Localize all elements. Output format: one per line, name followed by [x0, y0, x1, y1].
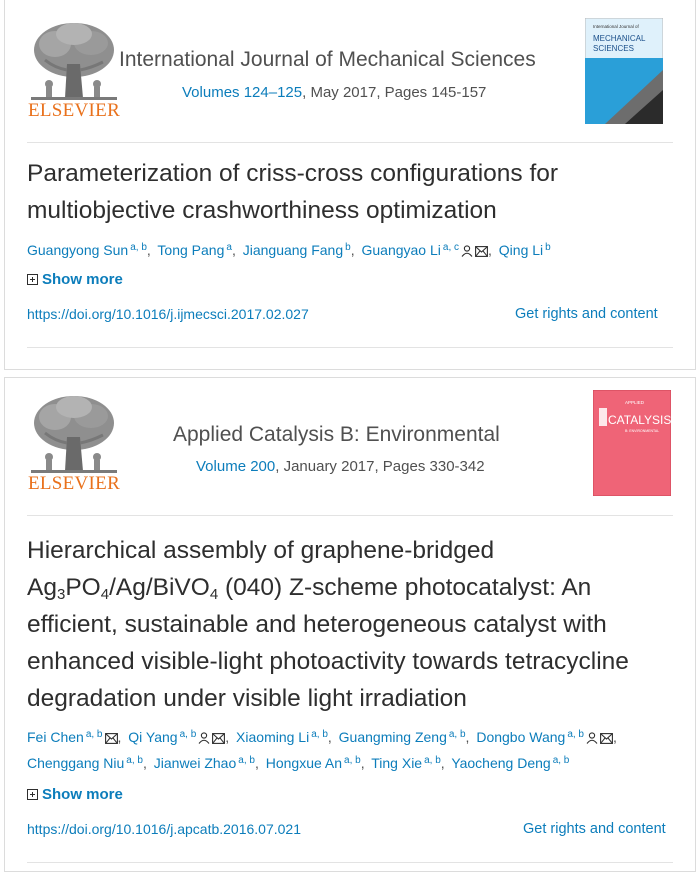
- author-separator: ,: [350, 242, 355, 258]
- elsevier-wordmark: ELSEVIER: [27, 100, 121, 121]
- affiliation-marker: a, b: [311, 729, 328, 740]
- title-subscript: 4: [100, 586, 110, 603]
- author-separator: ,: [613, 729, 617, 745]
- issue-info: , January 2017, Pages 330-342: [275, 458, 485, 475]
- mail-icon[interactable]: [600, 733, 613, 744]
- author-link[interactable]: [27, 242, 147, 258]
- author-name: Dongbo Wang: [476, 729, 566, 745]
- issue-info: , May 2017, Pages 145-157: [302, 84, 487, 101]
- author-link[interactable]: [154, 755, 255, 771]
- title-subscript: 3: [56, 586, 66, 603]
- elsevier-tree-icon: [25, 393, 123, 475]
- author-list: [27, 236, 677, 262]
- affiliation-marker: a, b: [238, 755, 255, 766]
- journal-cover-image[interactable]: [593, 390, 671, 496]
- author-name: Jianwei Zhao: [153, 755, 237, 771]
- cover-line-2: CATALYSIS: [608, 413, 671, 427]
- article-title: [27, 532, 677, 717]
- author-separator: ,: [231, 242, 236, 258]
- author-link[interactable]: [339, 729, 466, 745]
- affiliation-marker: a, b: [179, 729, 197, 740]
- mail-icon[interactable]: [475, 246, 488, 257]
- author-name: Xiaoming Li: [236, 729, 310, 745]
- author-link[interactable]: [243, 242, 351, 258]
- divider: [27, 347, 673, 348]
- affiliation-marker: b: [545, 242, 551, 253]
- affiliation-marker: a, b: [344, 755, 361, 766]
- author-link[interactable]: [499, 242, 551, 258]
- affiliation-marker: a, c: [442, 242, 460, 253]
- get-rights-link[interactable]: Get rights and content: [515, 306, 658, 322]
- affiliation-marker: a, b: [85, 729, 103, 740]
- affiliation-marker: b: [345, 242, 351, 253]
- show-more-button[interactable]: [27, 271, 123, 288]
- author-separator: ,: [225, 729, 230, 745]
- author-separator: ,: [440, 755, 445, 771]
- journal-cover-image[interactable]: [585, 18, 663, 124]
- elsevier-logo: [25, 393, 123, 495]
- author-name: Ting Xie: [371, 755, 423, 771]
- divider: [27, 142, 673, 143]
- author-link[interactable]: [27, 755, 143, 771]
- volume-link[interactable]: Volumes 124–125: [182, 84, 303, 101]
- journal-title[interactable]: [119, 48, 536, 72]
- author-link[interactable]: [451, 755, 569, 771]
- article-card: [4, 377, 696, 872]
- author-name: Tong Pang: [157, 242, 225, 258]
- show-more-label: Show more: [42, 786, 123, 803]
- person-icon[interactable]: [461, 245, 473, 257]
- doi-link[interactable]: https://doi.org/10.1016/j.apcatb.2016.07.021: [27, 821, 301, 837]
- author-name: Fei Chen: [27, 729, 84, 745]
- author-separator: ,: [254, 755, 259, 771]
- cover-line-1: International Journal of: [593, 24, 639, 29]
- author-name: Qing Li: [498, 242, 544, 258]
- affiliation-marker: a: [226, 242, 232, 253]
- cover-line-2: MECHANICAL: [593, 34, 646, 43]
- elsevier-wordmark: ELSEVIER: [27, 473, 121, 494]
- author-name: Hongxue An: [265, 755, 343, 771]
- volume-info: [196, 458, 485, 475]
- person-icon[interactable]: [198, 732, 210, 744]
- title-text: (040) Z-scheme photocatalyst: An efficient, sustainable and heterogeneous catalyst with enhanced visible-light photoactivity towards tetracycline degradation under visible light irradiation: [27, 574, 629, 712]
- cover-line-3: SCIENCES: [593, 44, 634, 53]
- affiliation-marker: a, b: [130, 242, 147, 253]
- elsevier-tree-icon: [25, 20, 123, 102]
- author-name: Guangming Zeng: [338, 729, 447, 745]
- author-link[interactable]: [27, 729, 118, 745]
- title-text: PO: [65, 574, 101, 601]
- author-separator: ,: [142, 755, 147, 771]
- author-link[interactable]: [236, 729, 328, 745]
- title-text: Hierarchical assembly of graphene-bridged Ag: [27, 537, 495, 601]
- author-name: Guangyao Li: [361, 242, 441, 258]
- author-list: [27, 723, 677, 775]
- title-text: /Ag/BiVO: [109, 574, 210, 601]
- author-separator: ,: [360, 755, 365, 771]
- author-name: Yaocheng Deng: [451, 755, 551, 771]
- get-rights-link[interactable]: Get rights and content: [523, 821, 666, 837]
- show-more-label: Show more: [42, 271, 123, 288]
- author-separator: ,: [146, 242, 151, 258]
- author-link[interactable]: [266, 755, 361, 771]
- author-separator: ,: [117, 729, 122, 745]
- mail-icon[interactable]: [105, 733, 118, 744]
- volume-link[interactable]: Volume 200: [196, 458, 276, 475]
- affiliation-marker: a, b: [448, 729, 466, 740]
- show-more-button[interactable]: [27, 786, 123, 803]
- divider: [27, 515, 673, 516]
- author-separator: ,: [465, 729, 470, 745]
- mail-icon[interactable]: [212, 733, 225, 744]
- article-title: Parameterization of criss-cross configurations for multiobjective crashworthiness optimization: [27, 160, 559, 224]
- journal-link[interactable]: International Journal of Mechanical Sciences: [119, 48, 536, 71]
- author-separator: ,: [327, 729, 332, 745]
- affiliation-marker: a, b: [424, 755, 441, 766]
- title-subscript: 4: [209, 586, 219, 603]
- cover-line-1: APPLIED: [625, 400, 645, 405]
- article-card: [4, 0, 696, 370]
- author-link[interactable]: [128, 729, 225, 745]
- affiliation-marker: a, b: [567, 729, 584, 740]
- divider: [27, 862, 673, 863]
- affiliation-marker: a, b: [552, 755, 570, 766]
- expand-icon: [27, 274, 38, 285]
- author-name: Qi Yang: [128, 729, 178, 745]
- author-link[interactable]: [371, 755, 441, 771]
- affiliation-marker: a, b: [126, 755, 143, 766]
- cover-line-3: B: ENVIRONMENTAL: [625, 429, 660, 433]
- author-link[interactable]: [476, 729, 613, 745]
- journal-link[interactable]: Applied Catalysis B: Environmental: [173, 423, 500, 446]
- author-name: Jianguang Fang: [242, 242, 344, 258]
- author-name: Guangyong Sun: [27, 242, 129, 258]
- elsevier-logo: [25, 20, 123, 122]
- doi-link[interactable]: https://doi.org/10.1016/j.ijmecsci.2017.02.027: [27, 306, 309, 322]
- author-link[interactable]: [157, 242, 232, 258]
- author-name: Chenggang Niu: [27, 755, 125, 771]
- author-separator: ,: [488, 242, 492, 258]
- author-link[interactable]: [361, 242, 488, 258]
- volume-info: [182, 84, 486, 101]
- expand-icon: [27, 789, 38, 800]
- journal-title[interactable]: [173, 423, 500, 447]
- person-icon[interactable]: [586, 732, 598, 744]
